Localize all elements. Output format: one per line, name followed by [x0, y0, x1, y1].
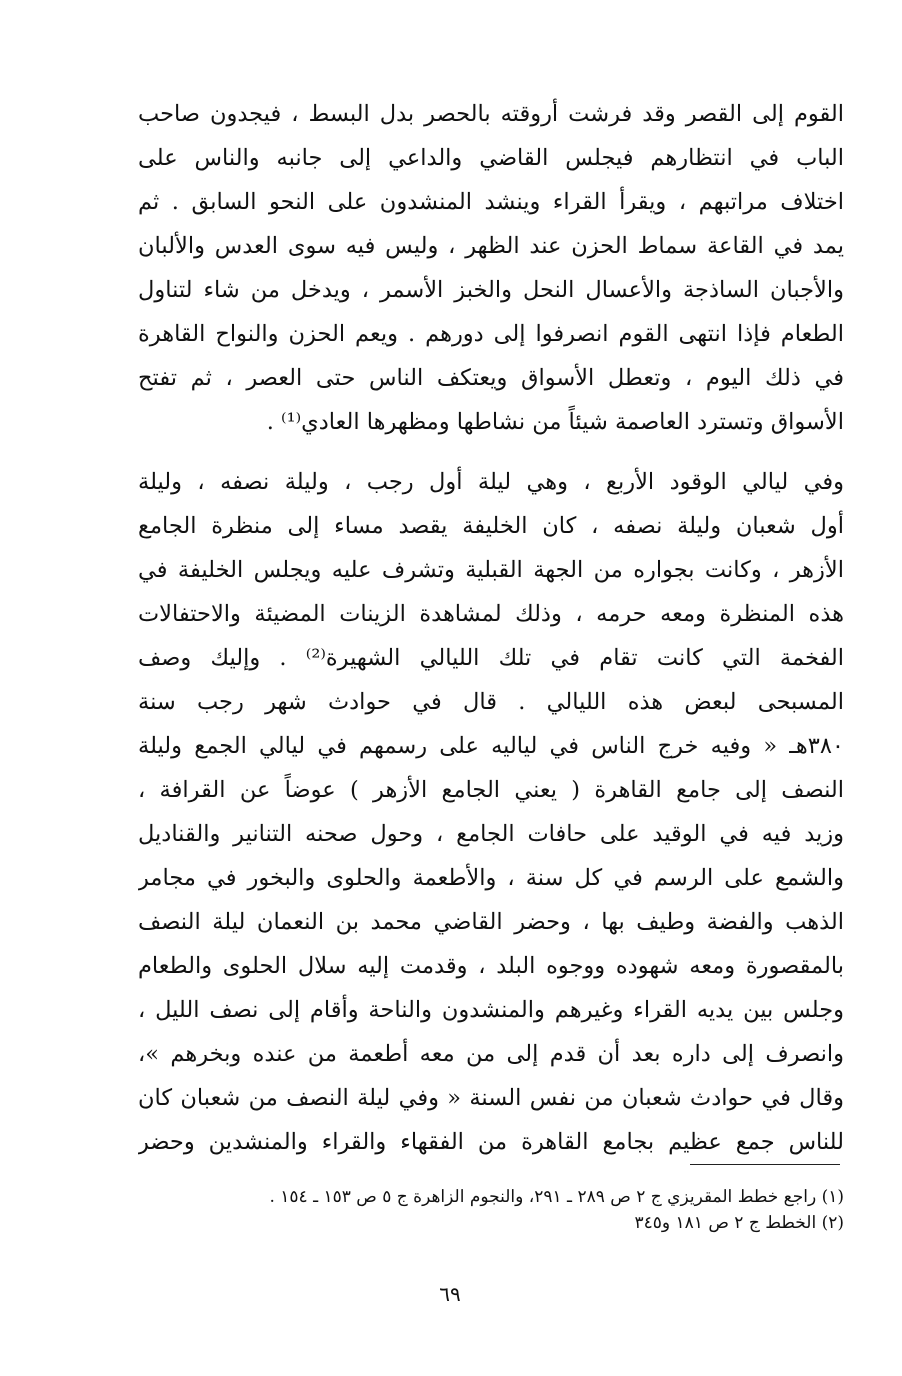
- text-line: اختلاف مراتبهم ، ويقرأ القراء وينشد المنشدون على النحو السابق . ثم: [138, 189, 844, 215]
- text-line: الباب في انتظارهم فيجلس القاضي والداعي إلى جانبه والناس على: [138, 145, 844, 171]
- paragraph-1: [138, 92, 844, 444]
- text-line: وجلس بين يديه القراء وغيرهم والمنشدون والناحة وأقام إلى نصف الليل ،: [138, 997, 844, 1023]
- text-line: وزيد فيه في الوقيد على حافات الجامع ، وحول صحنه التنانير والقناديل: [138, 821, 844, 847]
- text-line: والأجبان الساذجة والأعسال النحل والخبز الأسمر ، ويدخل من شاء لتناول: [138, 277, 844, 303]
- text-line: وقال في حوادث شعبان من نفس السنة « وفي ليلة النصف من شعبان كان: [138, 1085, 844, 1111]
- text-line: في ذلك اليوم ، وتعطل الأسواق ويعتكف الناس حتى العصر ، ثم تفتح: [138, 365, 844, 391]
- text-line: الفخمة التي كانت تقام في تلك الليالي الشهيرة⁽²⁾ . وإليك وصف: [138, 645, 844, 671]
- text-line: القوم إلى القصر وقد فرشت أروقته بالحصر بدل البسط ، فيجدون صاحب: [138, 101, 844, 127]
- text-line: هذه المنظرة ومعه حرمه ، وذلك لمشاهدة الزينات المضيئة والاحتفالات: [138, 601, 844, 627]
- text-line: المسبحى لبعض هذه الليالي . قال في حوادث شهر رجب سنة: [138, 689, 844, 715]
- text-line: وانصرف إلى داره بعد أن قدم إلى من معه أطعمة من عنده وبخرهم »،: [138, 1041, 844, 1067]
- text-line: أول شعبان وليلة نصفه ، كان الخليفة يقصد مساء إلى منظرة الجامع: [138, 513, 844, 539]
- text-line: للناس جمع عظيم بجامع القاهرة من الفقهاء والقراء والمنشدين وحضر: [138, 1129, 844, 1155]
- text-line: بالمقصورة ومعه شهوده ووجوه البلد ، وقدمت إليه سلال الحلوى والطعام: [138, 953, 844, 979]
- text-line: يمد في القاعة سماط الحزن عند الظهر ، وليس فيه سوى العدس والألبان: [138, 233, 844, 259]
- text-line: النصف إلى جامع القاهرة ( يعني الجامع الأزهر ) عوضاً عن القرافة ،: [138, 777, 844, 803]
- text-line: الطعام فإذا انتهى القوم انصرفوا إلى دورهم . ويعم الحزن والنواح القاهرة: [138, 321, 844, 347]
- page-number: ٦٩: [439, 1282, 461, 1306]
- text-line: الذهب والفضة وطيف بها ، وحضر القاضي محمد بن النعمان ليلة النصف: [138, 909, 844, 935]
- text-line: وفي ليالي الوقود الأربع ، وهي ليلة أول رجب ، وليلة نصفه ، وليلة: [138, 469, 844, 495]
- footnote-divider: [690, 1164, 840, 1165]
- footnote-2: (٢) الخطط ج ٢ ص ١٨١ و٣٤٥: [634, 1213, 844, 1233]
- text-line: ٣٨٠هـ « وفيه خرج الناس في لياليه على رسمهم في ليالي الجمع وليلة: [138, 733, 844, 759]
- footnote-1: (١) راجع خطط المقريزي ج ٢ ص ٢٨٩ ـ ٢٩١، والنجوم الزاهرة ج ٥ ص ١٥٣ ـ ١٥٤ .: [269, 1187, 844, 1207]
- text-line: والشمع على الرسم في كل سنة ، والأطعمة والحلوى والبخور في مجامر: [138, 865, 844, 891]
- paragraph-2: [138, 460, 844, 1164]
- text-line: الأسواق وتسترد العاصمة شيئاً من نشاطها ومظهرها العادي⁽¹⁾ .: [266, 409, 844, 435]
- text-line: الأزهر ، وكانت بجواره من الجهة القبلية وتشرف عليه ويجلس الخليفة في: [138, 557, 844, 583]
- footnotes: [138, 1184, 844, 1236]
